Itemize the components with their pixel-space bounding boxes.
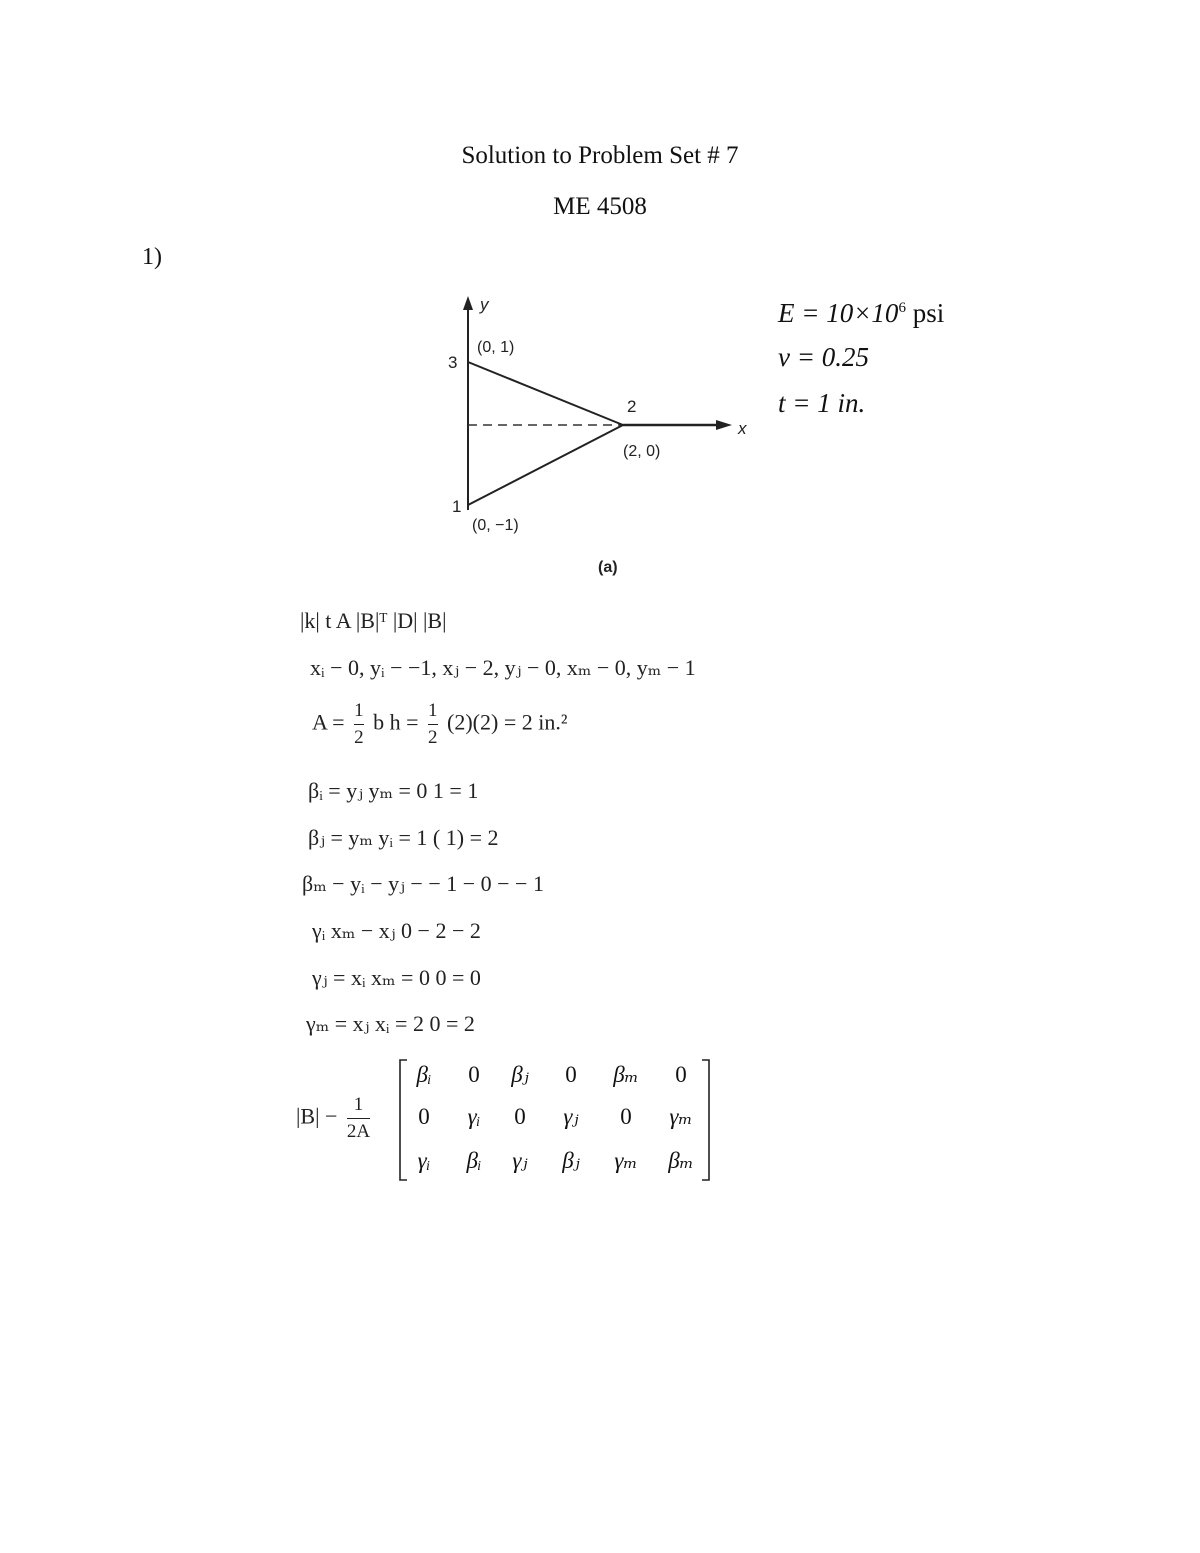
matrix-cell-r1-c3: βⱼ — [511, 1062, 529, 1087]
poisson-ratio: ν = 0.25 — [778, 342, 869, 372]
node-2-label: 2 — [627, 397, 637, 416]
node-1-label: 1 — [452, 497, 462, 516]
half-fraction: $\frac{1}{2}$ — [354, 700, 364, 748]
gamma-m-equation: γₘ = xⱼ xᵢ = 2 0 = 2 — [306, 1011, 475, 1036]
one-over-2a-fraction: $\frac{1}{2A}$ — [346, 1094, 371, 1142]
matrix-cell-r1-c1: βᵢ — [416, 1062, 432, 1087]
matrix-cell-r2-c5: 0 — [620, 1104, 632, 1129]
matrix-cell-r3-c1: γᵢ — [417, 1148, 431, 1173]
matrix-cell-r2-c2: γᵢ — [467, 1104, 481, 1129]
edge-1-2 — [468, 425, 623, 505]
node-2-coords: (2, 0) — [623, 443, 661, 460]
matrix-cell-r2-c1: 0 — [418, 1104, 430, 1129]
matrix-cell-r1-c5: βₘ — [613, 1062, 639, 1087]
node-3-label: 3 — [448, 353, 458, 372]
matrix-cell-r3-c2: βᵢ — [466, 1148, 482, 1173]
matrix-cell-r3-c4: βⱼ — [562, 1148, 580, 1173]
gamma-j-equation: γⱼ = xᵢ xₘ = 0 0 = 0 — [312, 965, 481, 990]
node-1-coords: (0, −1) — [472, 517, 519, 534]
node-3-coords: (0, 1) — [477, 339, 515, 356]
beta-j-equation: βⱼ = yₘ yᵢ = 1 ( 1) = 2 — [308, 825, 499, 850]
b-matrix — [398, 1058, 711, 1182]
area-equation: A = $\frac{1}{2}$ b h = $\frac{1}{2}$ (2)(2) = 2 in.² — [312, 700, 568, 748]
document-title: Solution to Problem Set # 7 — [461, 142, 739, 169]
gamma-i-equation: γᵢ xₘ − xⱼ 0 − 2 − 2 — [312, 918, 481, 943]
matrix-cell-r3-c5: γₘ — [614, 1148, 638, 1173]
triangle-element-figure — [430, 290, 770, 590]
x-axis-label: x — [738, 419, 747, 438]
b-matrix-lhs: |B| − $\frac{1}{2A}$ — [296, 1094, 371, 1142]
matrix-cell-r1-c6: 0 — [675, 1062, 687, 1087]
beta-i-equation: βᵢ = yⱼ yₘ = 0 1 = 1 — [308, 778, 479, 803]
stiffness-equation: |k| t A |B|ᵀ |D| |B| — [300, 608, 447, 633]
modulus-value: $E = 10\times 10^6$ psi — [778, 298, 945, 328]
half-fraction-2: $\frac{1}{2}$ — [428, 700, 438, 748]
matrix-cell-r3-c6: βₘ — [668, 1148, 694, 1173]
course-code: ME 4508 — [553, 193, 647, 220]
matrix-cell-r1-c2: 0 — [468, 1062, 480, 1087]
beta-m-equation: βₘ − yᵢ − yⱼ − − 1 − 0 − − 1 — [302, 871, 544, 896]
figure-caption: (a) — [598, 559, 618, 576]
matrix-cell-r3-c3: γⱼ — [512, 1148, 528, 1173]
thickness-value: t = 1 in. — [778, 388, 866, 418]
x-axis-arrow-icon — [716, 420, 732, 430]
edge-3-2 — [468, 362, 623, 425]
matrix-cell-r2-c3: 0 — [514, 1104, 526, 1129]
matrix-cell-r2-c6: γₘ — [669, 1104, 693, 1129]
matrix-cell-r1-c4: 0 — [565, 1062, 577, 1087]
modulus-unit: psi — [912, 298, 945, 328]
node-coordinates: xᵢ − 0, yᵢ − −1, xⱼ − 2, yⱼ − 0, xₘ − 0, yₘ − 1 — [310, 655, 696, 680]
matrix-cell-r2-c4: γⱼ — [563, 1104, 579, 1129]
y-axis-label: y — [480, 295, 489, 314]
y-axis-arrow-icon — [463, 296, 473, 310]
problem-number: 1) — [142, 244, 162, 270]
